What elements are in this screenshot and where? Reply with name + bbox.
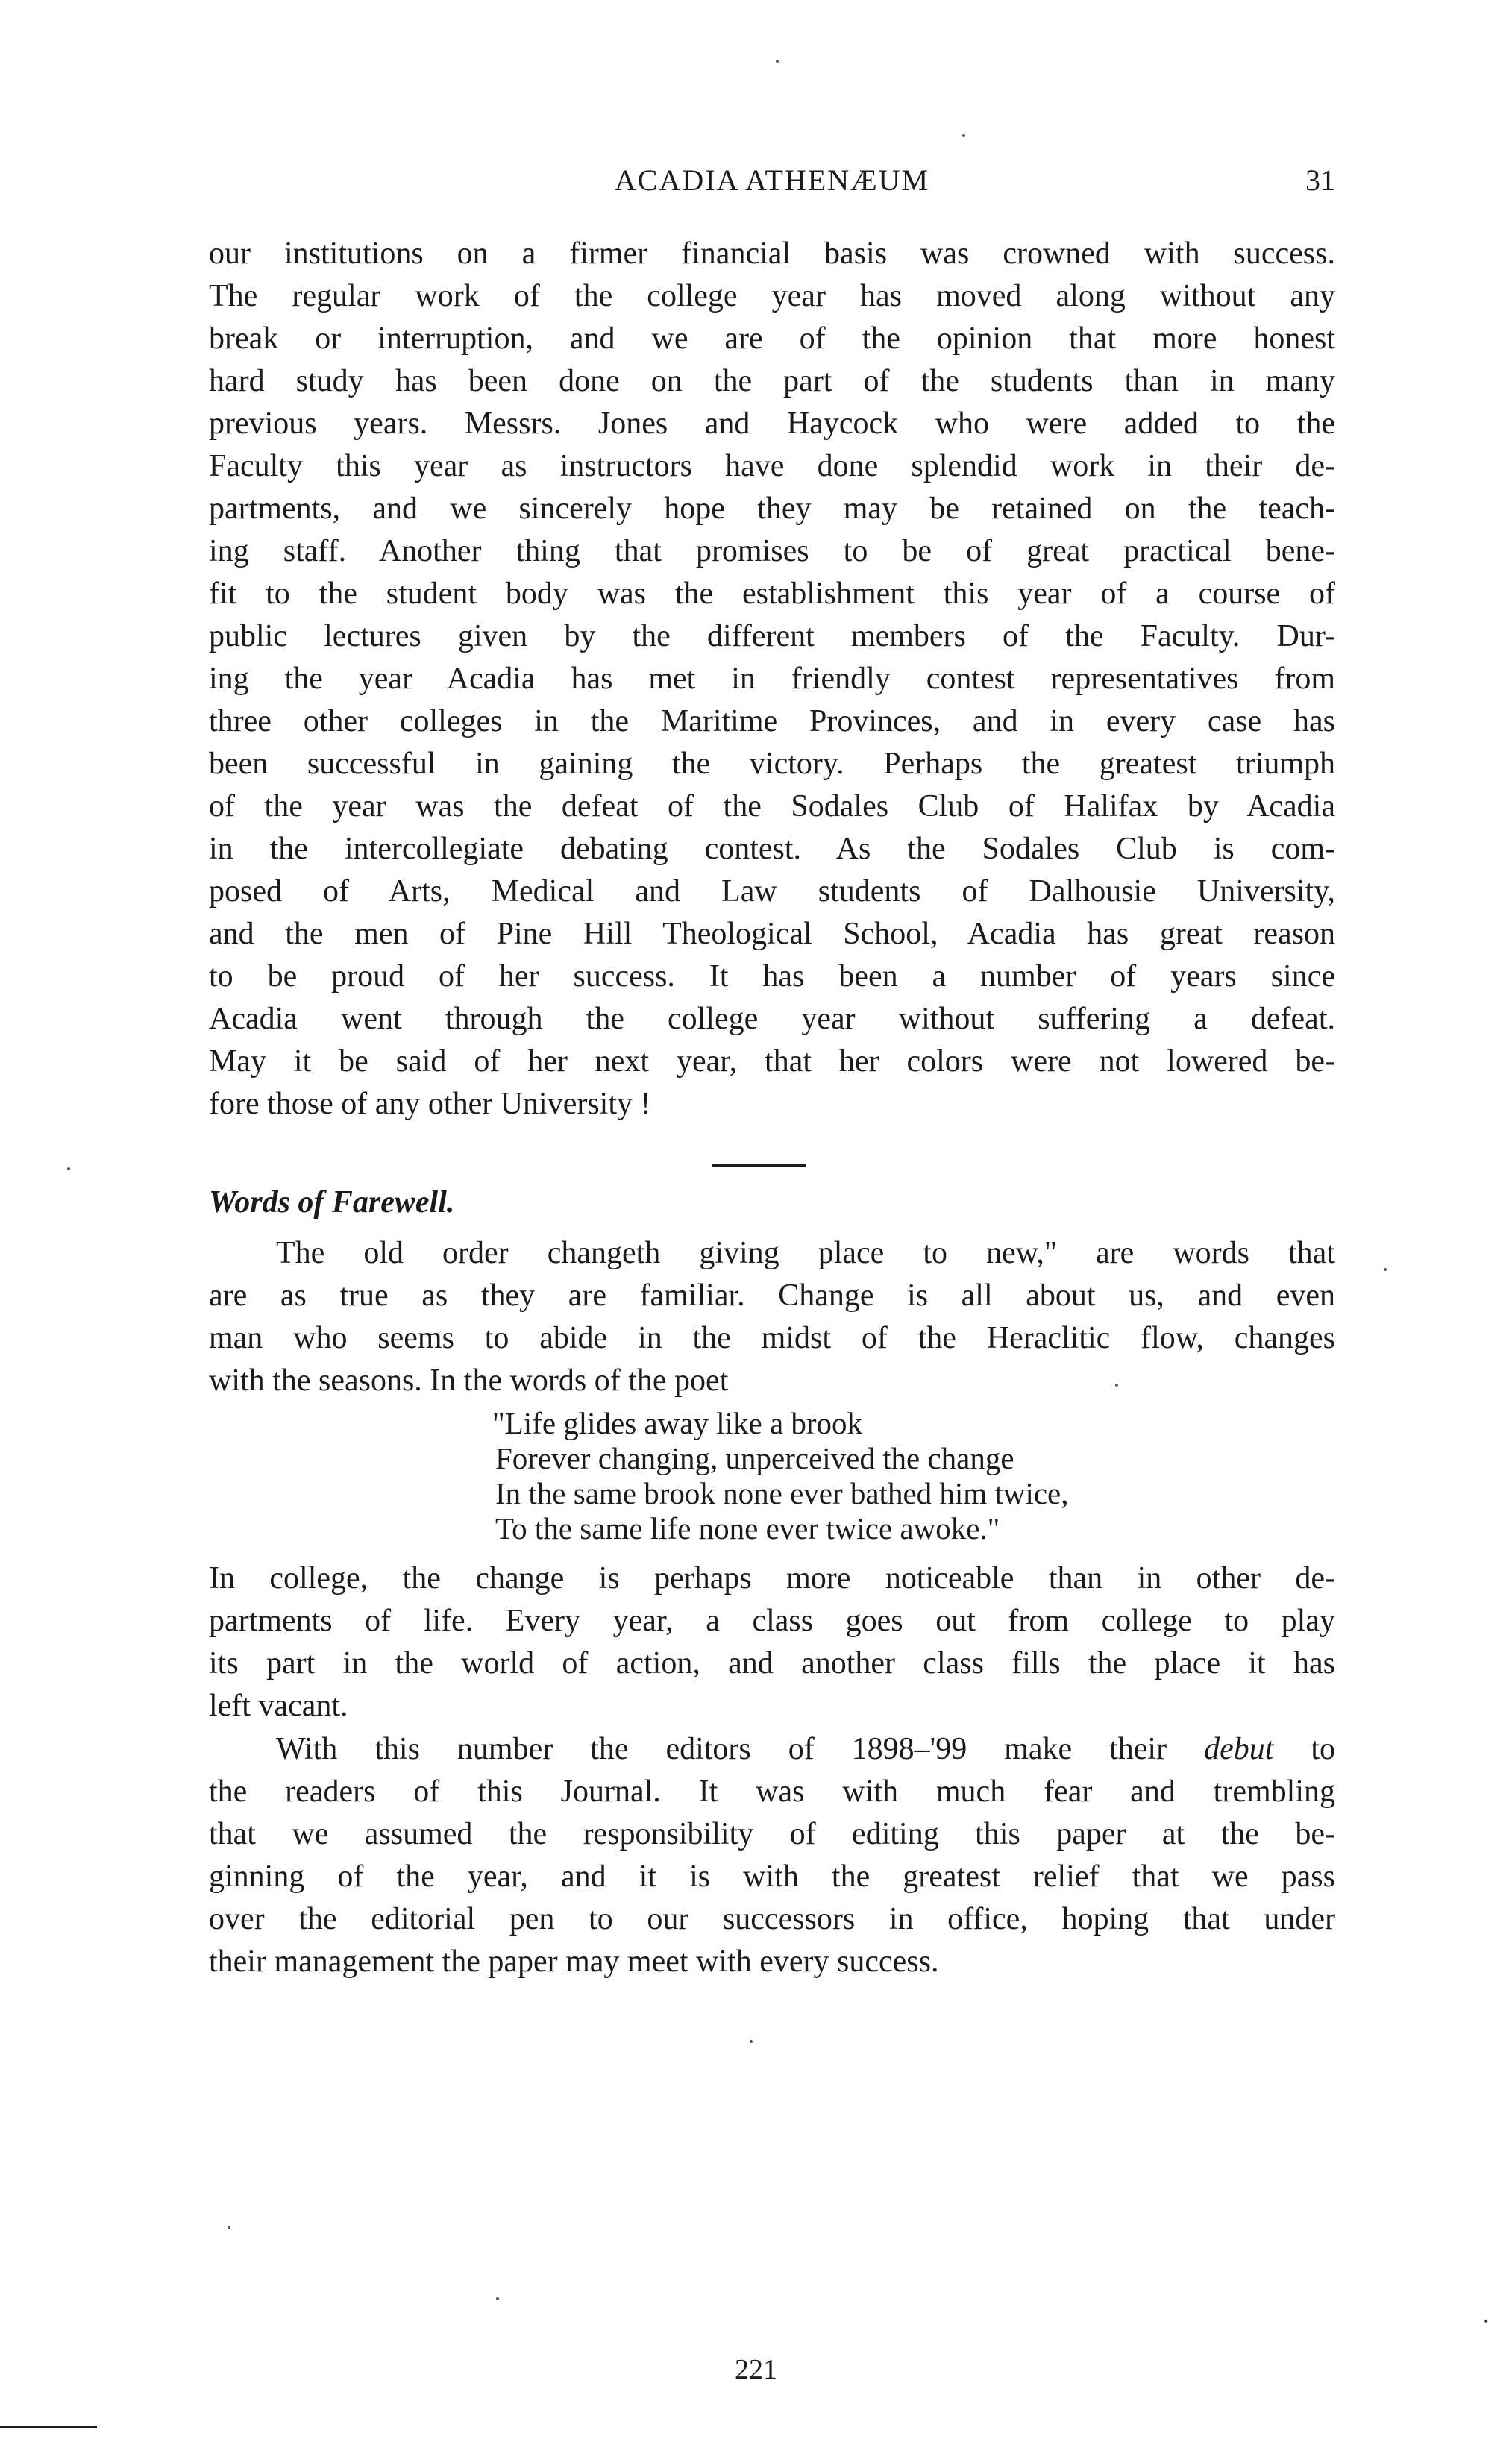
scan-speck	[750, 2040, 753, 2043]
text-line: hard study has been done on the part of the students than in many	[209, 364, 1335, 398]
scan-speck	[1484, 2320, 1487, 2323]
text-line: posed of Arts, Medical and Law students of Dalhousie University,	[209, 874, 1335, 908]
poem-line: "Life glides away like a brook	[492, 1406, 863, 1440]
poem-line: To the same life none ever twice awoke."	[495, 1511, 1000, 1545]
text-line: their management the paper may meet with every success.	[209, 1945, 939, 1979]
text-line: that we assumed the responsibility of editing this paper at the be-	[209, 1817, 1335, 1851]
paragraph-old-order	[209, 1232, 1335, 1402]
text-line: previous years. Messrs. Jones and Haycock who were added to the	[209, 407, 1335, 441]
scan-speck	[228, 2226, 230, 2229]
text-line: ing the year Acadia has met in friendly contest representatives from	[209, 662, 1335, 696]
footer-rule	[0, 2426, 97, 2428]
poem-line: In the same brook none ever bathed him twice,	[495, 1476, 1069, 1510]
text-fragment: With this number the editors of 1898–'99 make their	[276, 1732, 1167, 1766]
text-line: over the editorial pen to our successors in office, hoping that under	[209, 1902, 1335, 1936]
text-line: the readers of this Journal. It was with much fear and trembling	[209, 1774, 1335, 1809]
text-line: break or interruption, and we are of the opinion that more honest	[209, 321, 1335, 356]
text-line: left vacant.	[209, 1689, 348, 1723]
text-line: partments, and we sincerely hope they may be retained on the teach-	[209, 492, 1335, 526]
paragraph-college-change	[209, 1557, 1335, 1727]
scan-speck	[962, 134, 965, 137]
poem-quotation	[492, 1406, 1069, 1546]
text-line: ginning of the year, and it is with the greatest relief that we pass	[209, 1859, 1335, 1894]
text-fragment: to	[1311, 1732, 1336, 1766]
text-line: man who seems to abide in the midst of the Heraclitic flow, changes	[209, 1321, 1335, 1355]
section-divider	[712, 1164, 806, 1167]
text-line: been successful in gaining the victory. Perhaps the greatest triumph	[209, 747, 1335, 781]
text-line: The old order changeth giving place to new," are words that	[276, 1236, 1335, 1270]
text-line: and the men of Pine Hill Theological School, Acadia has great reason	[209, 917, 1335, 951]
scan-speck	[67, 1167, 70, 1170]
header-page-number: 31	[1305, 163, 1335, 197]
paragraph-financial-success	[209, 233, 1335, 1126]
text-line: Acadia went through the college year without suffering a defeat.	[209, 1002, 1335, 1036]
footer-page-number: 221	[735, 2354, 777, 2385]
text-line: in the intercollegiate debating contest. As the Sodales Club is com-	[209, 832, 1335, 866]
scan-speck	[496, 2297, 499, 2300]
paragraph-editors-farewell	[209, 1728, 1335, 1983]
text-line: In college, the change is perhaps more noticeable than in other de-	[209, 1561, 1335, 1595]
text-line: Faculty this year as instructors have done splendid work in their de-	[209, 449, 1335, 483]
text-line: partments of life. Every year, a class goes out from college to play	[209, 1604, 1335, 1638]
text-line: with the seasons. In the words of the poet	[209, 1363, 729, 1398]
text-line: May it be said of her next year, that her colors were not lowered be-	[209, 1044, 1335, 1079]
text-line: three other colleges in the Maritime Provinces, and in every case has	[209, 704, 1335, 738]
text-line: of the year was the defeat of the Sodales Club of Halifax by Acadia	[209, 789, 1335, 823]
text-line: The regular work of the college year has moved along without any	[209, 279, 1335, 313]
text-line: ing staff. Another thing that promises to be of great practical bene-	[209, 534, 1335, 568]
poem-line: Forever changing, unperceived the change	[495, 1441, 1014, 1475]
text-line: public lectures given by the different members of the Faculty. Dur-	[209, 619, 1335, 653]
text-line: are as true as they are familiar. Change is all about us, and even	[209, 1278, 1335, 1313]
italic-word: debut	[1204, 1732, 1274, 1766]
text-line	[209, 1728, 1335, 1771]
text-line: to be proud of her success. It has been a number of years since	[209, 959, 1335, 994]
text-line: fit to the student body was the establishment this year of a course of	[209, 577, 1335, 611]
scan-speck	[776, 60, 779, 63]
text-line: fore those of any other University !	[209, 1087, 651, 1121]
page-header	[209, 163, 1335, 207]
scan-speck	[1115, 1384, 1118, 1387]
text-line: our institutions on a firmer financial basis was crowned with success.	[209, 236, 1335, 271]
section-heading: Words of Farewell.	[209, 1185, 455, 1220]
text-line: its part in the world of action, and another class fills the place it has	[209, 1646, 1335, 1680]
running-title: ACADIA ATHENÆUM	[614, 163, 930, 197]
scan-speck	[1384, 1268, 1387, 1271]
